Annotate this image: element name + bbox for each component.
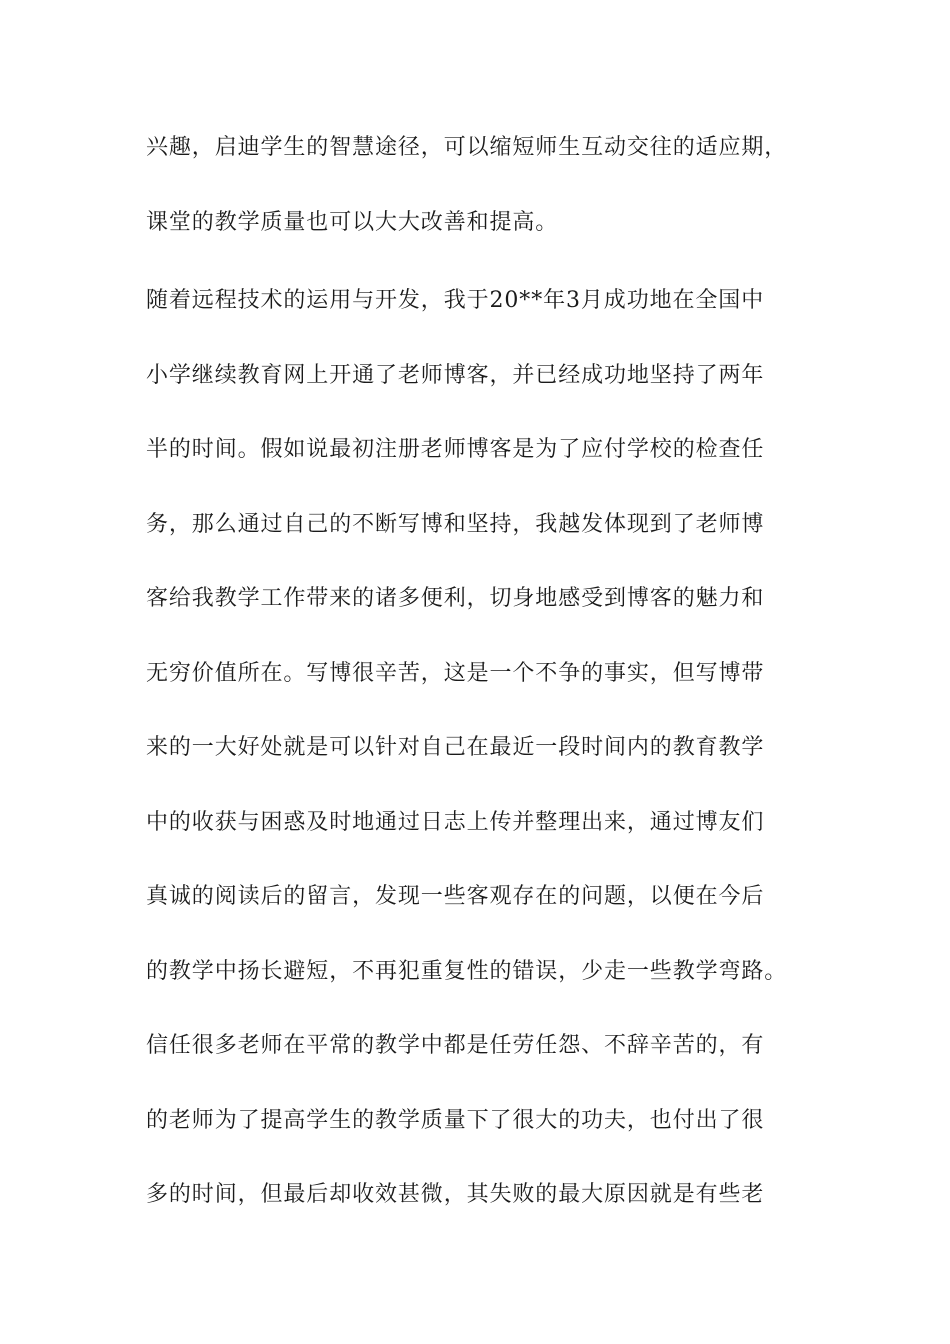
text-line-9: 来的一大好处就是可以针对自己在最近一段时间内的教育教学 <box>146 735 765 760</box>
text-line-1: 兴趣，启迪学生的智慧途径，可以缩短师生互动交往的适应期， <box>146 135 788 160</box>
text-line-15: 多的时间，但最后却收效甚微，其失败的最大原因就是有些老 <box>146 1182 765 1207</box>
text-line-4: 小学继续教育网上开通了老师博客，并已经成功地坚持了两年 <box>146 363 765 388</box>
text-line-8: 无穷价值所在。写博很辛苦，这是一个不争的事实，但写博带 <box>146 661 765 686</box>
text-line-3: 随着远程技术的运用与开发，我于20**年3月成功地在全国中 <box>146 288 765 313</box>
text-line-13: 信任很多老师在平常的教学中都是任劳任怨、不辞辛苦的，有 <box>146 1033 765 1058</box>
text-line-6: 务，那么通过自己的不断写博和坚持，我越发体现到了老师博 <box>146 512 765 537</box>
text-line-7: 客给我教学工作带来的诸多便利，切身地感受到博客的魅力和 <box>146 586 765 611</box>
text-line-2: 课堂的教学质量也可以大大改善和提高。 <box>146 210 559 235</box>
text-line-14: 的老师为了提高学生的教学质量下了很大的功夫，也付出了很 <box>146 1108 765 1133</box>
text-line-5: 半的时间。假如说最初注册老师博客是为了应付学校的检查任 <box>146 437 765 462</box>
text-line-10: 中的收获与困惑及时地通过日志上传并整理出来，通过博友们 <box>146 810 765 835</box>
text-line-11: 真诚的阅读后的留言，发现一些客观存在的问题，以便在今后 <box>146 884 765 909</box>
text-line-12: 的教学中扬长避短，不再犯重复性的错误，少走一些教学弯路。 <box>146 959 788 984</box>
